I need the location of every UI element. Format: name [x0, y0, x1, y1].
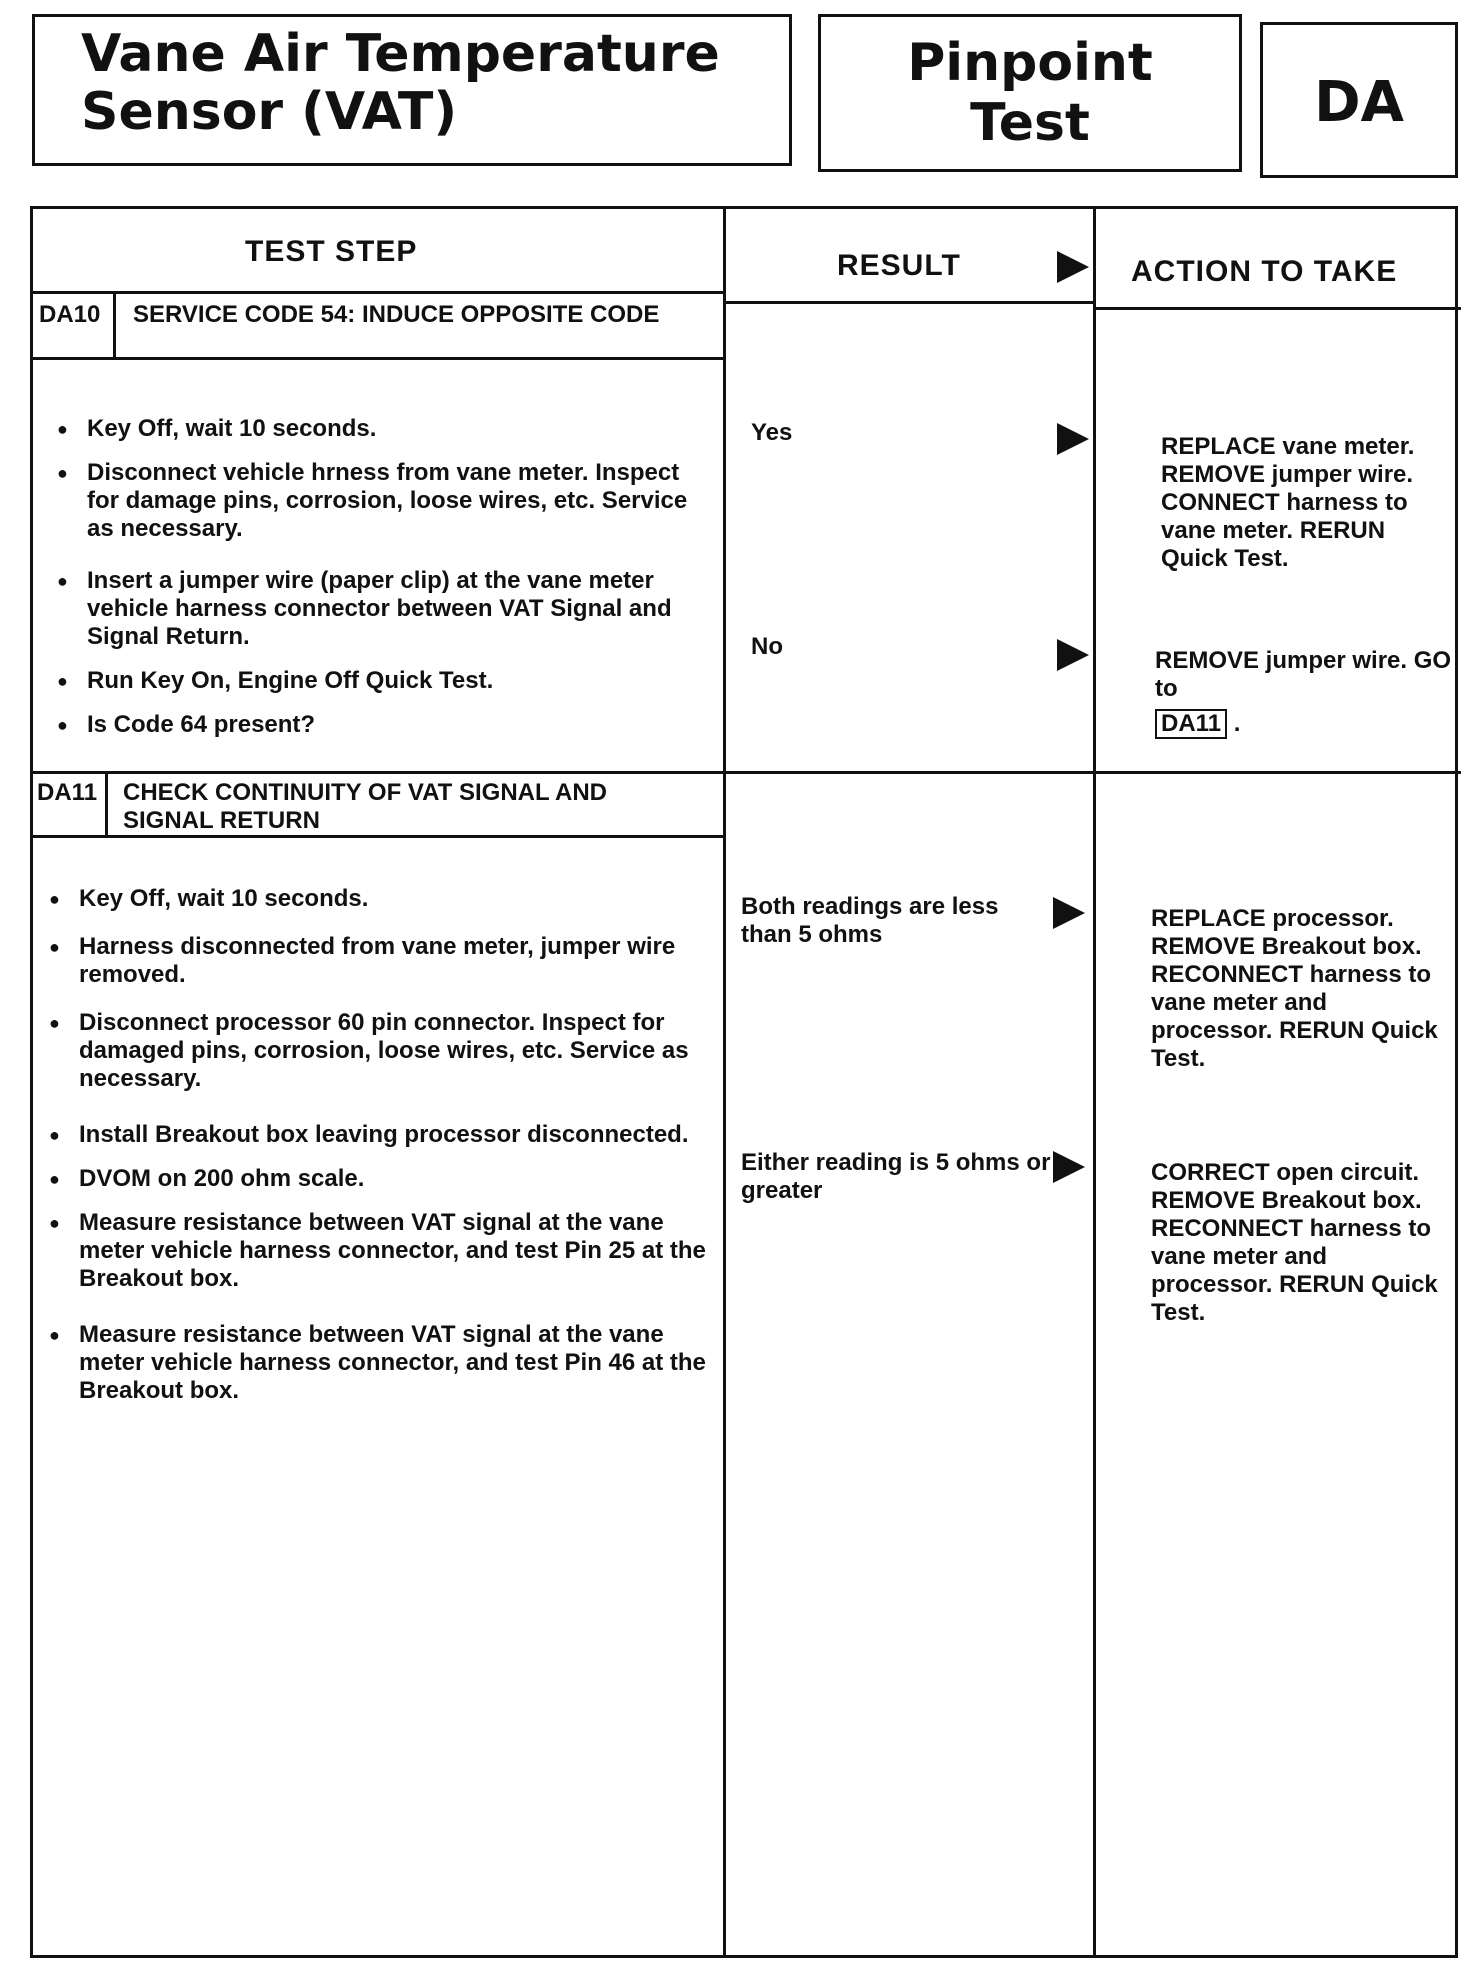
page-title-line-2: Sensor (VAT) [81, 82, 458, 142]
result-yes: Yes [751, 419, 793, 446]
list-item: ● Measure resistance between VAT signal at the vane meter vehicle harness connector, and test Pin 46 at the Breakout box. [49, 1321, 715, 1405]
list-item: ● Harness disconnected from vane meter, jumper wire removed. [49, 933, 715, 989]
step-bullet-list [57, 415, 697, 755]
step-title-rule [33, 357, 723, 360]
list-item: ● Disconnect vehicle hrness from vane meter. Inspect for damage pins, corrosion, loose wires, etc. Service as necessary. [57, 459, 697, 543]
step-title: SERVICE CODE 54: INDUCE OPPOSITE CODE [133, 301, 660, 328]
list-item: ● Is Code 64 present? [57, 711, 697, 739]
result-arrow-icon [1057, 251, 1089, 283]
result-arrow-icon [1053, 1151, 1085, 1183]
result-no: No [751, 633, 783, 660]
list-item: ● DVOM on 200 ohm scale. [49, 1165, 715, 1193]
step-divider [33, 771, 1461, 774]
result-arrow-icon [1057, 639, 1089, 671]
action-text: REPLACE processor. REMOVE Breakout box. RECONNECT harness to vane meter and processor. RERUN Quick Test. [1151, 905, 1438, 1072]
result-either-greater: Either reading is 5 ohms or greater [741, 1149, 1051, 1204]
list-item: ● Disconnect processor 60 pin connector. Inspect for damaged pins, corrosion, loose wires, etc. Service as necessary. [49, 1009, 715, 1093]
list-item: ● Key Off, wait 10 seconds. [49, 885, 715, 913]
step-id-divider [113, 293, 116, 357]
column-header-result: RESULT [837, 249, 961, 282]
result-both-less: Both readings are less than 5 ohms [741, 893, 999, 948]
pinpoint-label-line-1: Pinpoint [907, 33, 1153, 93]
list-item: ● Measure resistance between VAT signal at the vane meter vehicle harness connector, and test Pin 25 at the Breakout box. [49, 1209, 715, 1293]
result-arrow-icon [1057, 423, 1089, 455]
action-text: CORRECT open circuit. REMOVE Breakout box. RECONNECT harness to vane meter and processor. RERUN Quick Test. [1151, 1159, 1438, 1326]
action-text: REMOVE jumper wire. GO to [1155, 647, 1452, 702]
list-item: ● Run Key On, Engine Off Quick Test. [57, 667, 697, 695]
step-title-rule [33, 835, 723, 838]
pinpoint-box [818, 14, 1242, 172]
pinpoint-table [30, 206, 1458, 1958]
action-suffix: . [1233, 710, 1241, 737]
test-code: DA [1314, 70, 1404, 135]
column-header-action: ACTION TO TAKE [1131, 255, 1398, 288]
column-header-test-step: TEST STEP [245, 235, 418, 268]
step-title: CHECK CONTINUITY OF VAT SIGNAL AND SIGNAL RETURN [123, 779, 608, 834]
goto-step-link[interactable]: DA11 [1155, 709, 1227, 739]
title-box [32, 14, 792, 166]
step-id-divider [105, 771, 108, 835]
column-divider-1 [723, 209, 726, 1955]
step-id: DA11 [37, 779, 98, 806]
pinpoint-label-line-2: Test [970, 93, 1090, 153]
result-arrow-icon [1053, 897, 1085, 929]
header-rule-test-step [33, 291, 723, 294]
header-rule-action [1093, 307, 1461, 310]
list-item: ● Insert a jumper wire (paper clip) at the vane meter vehicle harness connector between VAT Signal and Signal Return. [57, 567, 697, 651]
header-rule-result [723, 301, 1093, 304]
action-goto [1155, 647, 1455, 739]
page-title-line-1: Vane Air Temperature [81, 24, 720, 84]
list-item: ● Key Off, wait 10 seconds. [57, 415, 697, 443]
column-divider-2 [1093, 209, 1096, 1955]
step-id: DA10 [39, 301, 101, 328]
list-item: ● Install Breakout box leaving processor disconnected. [49, 1121, 715, 1149]
test-code-box [1260, 22, 1458, 178]
action-text: REPLACE vane meter. REMOVE jumper wire. CONNECT harness to vane meter. RERUN Quick Test. [1161, 433, 1415, 572]
step-bullet-list [49, 885, 715, 1421]
